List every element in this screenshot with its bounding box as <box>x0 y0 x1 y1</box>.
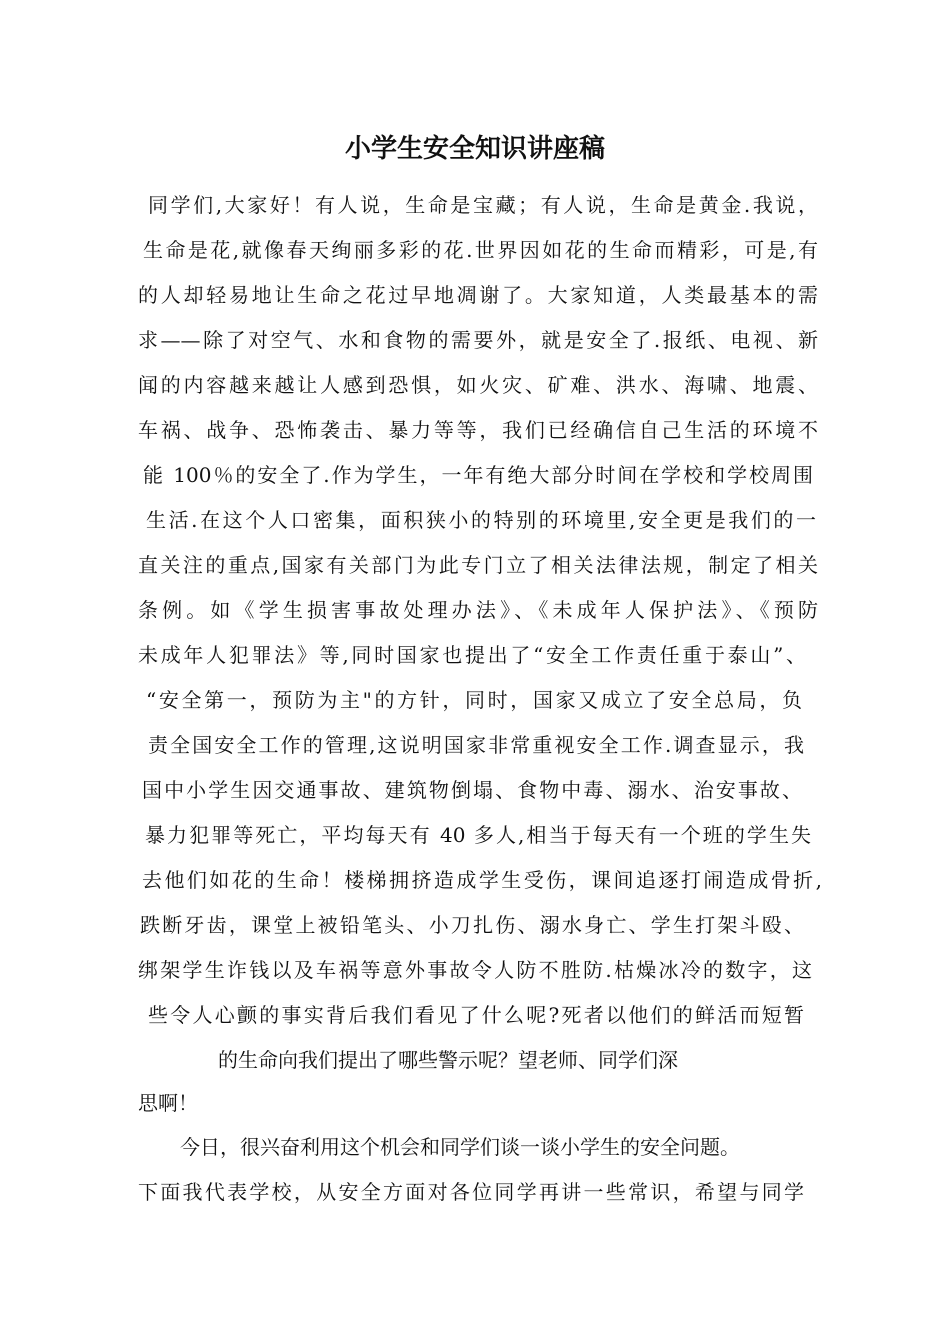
paragraph-line: 下面我代表学校，从安全方面对各位同学再讲一些常识，希望与同学 <box>138 1180 804 1204</box>
paragraph-line: 同学们,大家好！有人说，生命是宝藏；有人说，生命是黄金.我说， <box>148 193 818 217</box>
paragraph-line: 直关注的重点,国家有关部门为此专门立了相关法律法规，制定了相关 <box>138 553 818 577</box>
paragraph-line: 思啊！ <box>138 1091 198 1115</box>
paragraph-line: 责全国安全工作的管理,这说明国家非常重视安全工作.调查显示，我 <box>148 733 804 757</box>
paragraph-line: 求——除了对空气、水和食物的需要外，就是安全了.报纸、电视、新 <box>138 328 818 352</box>
paragraph-line: 闻的内容越来越让人感到恐惧，如火灾、矿难、洪水、海啸、地震、 <box>138 373 818 397</box>
document-title: 小学生安全知识讲座稿 <box>344 134 605 164</box>
paragraph-line: 绑架学生诈钱以及车祸等意外事故令人防不胜防.枯燥冰冷的数字，这 <box>138 958 812 982</box>
paragraph-line: 些令人心颤的事实背后我们看见了什么呢?死者以他们的鲜活而短暂 <box>148 1003 804 1027</box>
paragraph-line: 的生命向我们提出了哪些警示呢？望老师、同学们深 <box>218 1048 678 1072</box>
paragraph-line: 生命是花,就像春天绚丽多彩的花.世界因如花的生命而精彩，可是,有 <box>143 238 818 262</box>
paragraph-line: 的人却轻易地让生命之花过早地凋谢了。大家知道，人类最基本的需 <box>138 283 818 307</box>
paragraph-line: 国中小学生因交通事故、建筑物倒塌、食物中毒、溺水、治安事故、 <box>142 778 802 802</box>
paragraph-line: 今日，很兴奋利用这个机会和同学们谈一谈小学生的安全问题。 <box>180 1135 740 1159</box>
paragraph-line: 跌断牙齿，课堂上被铅笔头、小刀扎伤、溺水身亡、学生打架斗殴、 <box>140 913 804 937</box>
paragraph-line: 能 100％的安全了.作为学生，一年有绝大部分时间在学校和学校周围 <box>143 463 813 487</box>
paragraph-line: 暴力犯罪等死亡，平均每天有 40 多人,相当于每天有一个班的学生失 <box>145 823 811 847</box>
paragraph-line: 未成年人犯罪法》等,同时国家也提出了“安全工作责任重于泰山”、 <box>138 643 806 667</box>
paragraph-line: 生活.在这个人口密集，面积狭小的特别的环境里,安全更是我们的一 <box>146 508 816 532</box>
paragraph-line: 车祸、战争、恐怖袭击、暴力等等，我们已经确信自己生活的环境不 <box>138 418 818 442</box>
paragraph-line: 去他们如花的生命！楼梯拥挤造成学生受伤，课间追逐打闹造成骨折, <box>142 868 822 892</box>
paragraph-line: 条例。如《学生损害事故处理办法》、《未成年人保护法》、《预防 <box>138 598 818 622</box>
paragraph-line: “安全第一，预防为主"的方针，同时，国家又成立了安全总局，负 <box>146 688 802 712</box>
